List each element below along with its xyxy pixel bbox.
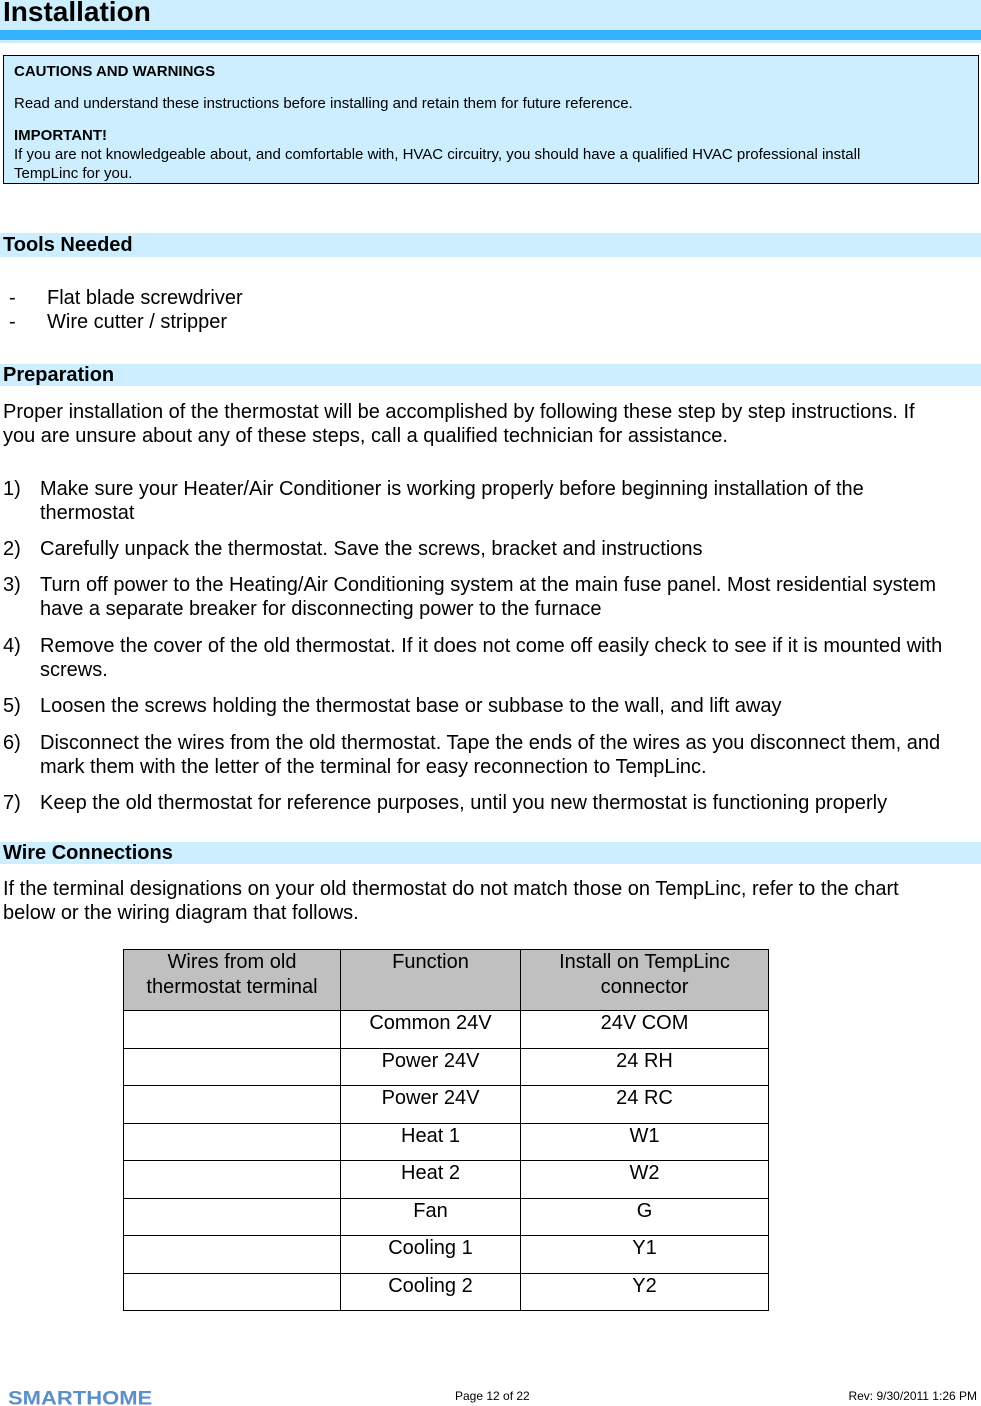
table-row: Heat 1 W1	[124, 1123, 769, 1161]
cautions-box	[3, 55, 979, 184]
step-item: 7) Keep the old thermostat for reference purposes, until you new thermostat is functioning properly	[3, 792, 888, 814]
smarthome-logo: SMARTHOME	[8, 1386, 153, 1406]
table-header-row	[124, 950, 769, 1011]
table-row: Cooling 2 Y2	[124, 1273, 769, 1311]
step-item: 4) Remove the cover of the old thermostat. If it does not come off easily check to see if it is mounted with screws.	[3, 635, 943, 681]
page-number: Page 12 of 22	[455, 1389, 530, 1403]
tool-item: - Wire cutter / stripper	[9, 311, 228, 333]
page-title: Installation	[3, 0, 151, 27]
preparation-heading-band	[0, 364, 981, 386]
preparation-heading: Preparation	[3, 364, 115, 386]
table-row: Cooling 1 Y1	[124, 1236, 769, 1274]
preparation-intro: Proper installation of the thermostat will be accomplished by following these step by step instructions. If you are unsure about any of these steps, call a qualified technician for assistance.	[3, 401, 915, 447]
column-header: Wires from old thermostat terminal	[124, 950, 341, 1011]
step-item: 2) Carefully unpack the thermostat. Save the screws, bracket and instructions	[3, 538, 703, 560]
tools-heading-band	[0, 233, 981, 257]
column-header: Function	[341, 950, 521, 1011]
tool-item: - Flat blade screwdriver	[9, 287, 243, 309]
table-row: Power 24V 24 RH	[124, 1048, 769, 1086]
step-item: 6) Disconnect the wires from the old thermostat. Tape the ends of the wires as you disconnect them, and mark them with the letter of the terminal for easy reconnection to TempLinc.	[3, 732, 941, 778]
tools-list	[9, 286, 243, 334]
table-row: Heat 2 W2	[124, 1161, 769, 1199]
revision-date: Rev: 9/30/2011 1:26 PM	[848, 1389, 977, 1403]
cautions-text: Read and understand these instructions before installing and retain them for future reference.	[14, 95, 633, 112]
important-text-2: TempLinc for you.	[14, 165, 133, 182]
table-row: Fan G	[124, 1198, 769, 1236]
step-item: 5) Loosen the screws holding the thermostat base or subbase to the wall, and lift away	[3, 695, 782, 717]
wire-intro: If the terminal designations on your old thermostat do not match those on TempLinc, refer to the chart below or the wiring diagram that follows.	[3, 878, 899, 924]
wire-heading: Wire Connections	[3, 842, 173, 864]
title-rule	[0, 30, 981, 40]
table-row: Common 24V 24V COM	[124, 1011, 769, 1049]
title-rule-light	[0, 40, 981, 43]
column-header: Install on TempLinc connector	[521, 950, 769, 1011]
important-text: If you are not knowledgeable about, and comfortable with, HVAC circuitry, you should have a qualified HVAC professional install	[14, 146, 861, 163]
table-row: Power 24V 24 RC	[124, 1086, 769, 1124]
wire-heading-band	[0, 842, 981, 864]
step-item: 3) Turn off power to the Heating/Air Conditioning system at the main fuse panel. Most residential system have a separate breaker for disconnecting power to the furnace	[3, 574, 936, 620]
important-label: IMPORTANT!	[14, 127, 108, 144]
wire-table	[123, 949, 769, 1311]
step-item: 1) Make sure your Heater/Air Conditioner is working properly before beginning installation of the thermostat	[3, 478, 864, 524]
cautions-heading: CAUTIONS AND WARNINGS	[14, 63, 216, 80]
tools-heading: Tools Needed	[3, 234, 133, 256]
title-band	[0, 0, 981, 30]
